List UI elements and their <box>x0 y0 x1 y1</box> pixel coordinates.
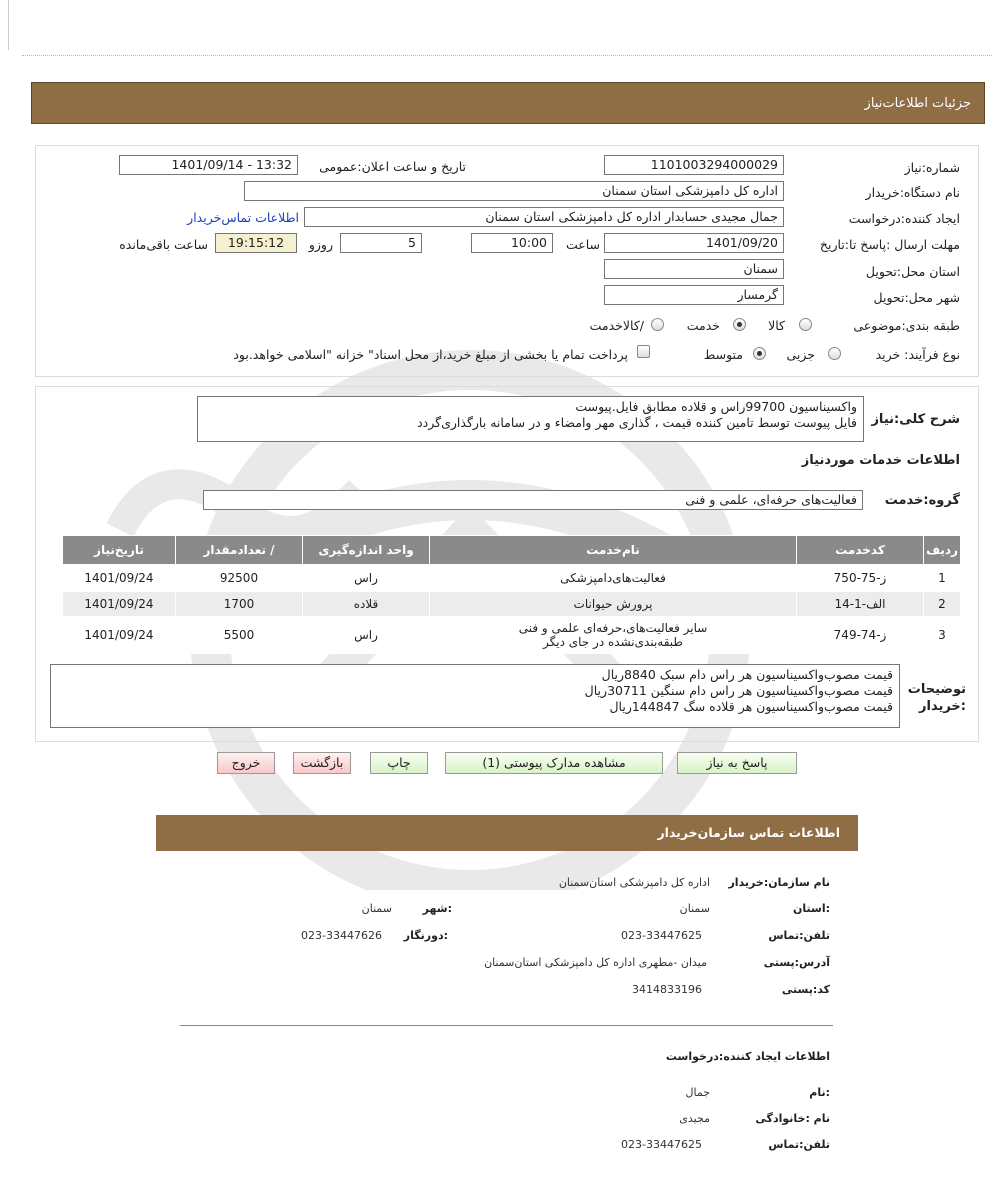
quantity: 1700 <box>176 592 303 617</box>
exit-button[interactable]: خروج <box>217 752 275 774</box>
service-group-label: گروه:خدمت <box>884 493 960 508</box>
category-goods-service-radio[interactable] <box>651 318 664 331</box>
tab-need-info[interactable]: اطلاعات‌نیاز <box>864 96 928 111</box>
table-row <box>63 617 961 654</box>
announce-date-label: تاریخ و ساعت اعلان:عمومی <box>319 159 466 174</box>
service-name-line-2: طبقه‌بندی‌نشده در جای دیگر <box>543 635 683 649</box>
buyer-org-label: نام دستگاه:خریدار <box>865 185 960 200</box>
category-goods-service-label: /کالاخدمت <box>589 318 644 333</box>
remaining-time-label: ساعت باقی‌مانده <box>119 237 208 252</box>
service-name: پرورش حیوانات <box>430 592 797 617</box>
buyer-contact-title: اطلاعات تماس سازمان‌خریدار <box>657 825 840 840</box>
province-value: سمنان <box>679 902 710 915</box>
treasury-payment-note: پرداخت تمام یا بخشی از مبلغ خرید،از محل اسناد" خزانه "اسلامی خواهد.بود <box>233 347 628 362</box>
col-qty-header: / تعدادمقدار <box>176 536 303 565</box>
need-date: 1401/09/24 <box>63 592 176 617</box>
requester-info-title: اطلاعات ایجاد کننده:درخواست <box>665 1050 830 1063</box>
requester-phone-value: 023-33447625 <box>621 1138 702 1151</box>
col-name-header: نام‌خدمت <box>430 536 797 565</box>
top-dotted-divider <box>22 55 992 56</box>
category-service-radio[interactable] <box>733 318 746 331</box>
phone-value: 023-33447625 <box>621 929 702 942</box>
buyer-notes-label-2: :خریدار <box>919 699 966 714</box>
province-label: :استان <box>793 902 830 915</box>
summary-label: شرح کلی:نیاز <box>871 412 960 427</box>
need-date: 1401/09/24 <box>63 617 176 654</box>
deadline-time-field: 10:00 <box>471 233 553 253</box>
print-button[interactable]: چاپ <box>370 752 428 774</box>
requester-family-label: نام :خانوادگی <box>755 1112 830 1125</box>
buyer-notes-textarea <box>50 664 900 728</box>
category-label: طبقه بندی:موضوعی <box>853 318 960 333</box>
requester-family-value: مجیدی <box>679 1112 710 1125</box>
quantity: 5500 <box>176 617 303 654</box>
deadline-label: مهلت ارسال :پاسخ تا:تاریخ <box>819 237 960 252</box>
requester-phone-label: تلفن:تماس <box>768 1138 830 1151</box>
org-name-label: نام سازمان:خریدار <box>728 876 830 889</box>
summary-line-1: واکسیناسیون 99700راس و قلاده مطابق فایل.پیوست <box>575 399 857 414</box>
deadline-hour-label: ساعت <box>565 237 600 252</box>
process-type-label: نوع فرآیند: خرید <box>875 347 960 362</box>
process-partial-label: جزیی <box>786 347 815 362</box>
quantity: 92500 <box>176 565 303 592</box>
page-header-bar <box>31 82 985 124</box>
org-name-value: اداره کل دامپزشکی استان‌سمنان <box>558 876 710 889</box>
row-index: 1 <box>924 565 961 592</box>
col-unit-header: واحد اندازه‌گیری <box>303 536 430 565</box>
fax-value: 023-33447626 <box>301 929 382 942</box>
address-label: آدرس:پستی <box>763 956 830 969</box>
postal-code-value: 3414833196 <box>632 983 702 996</box>
requester-label: ایجاد کننده:درخواست <box>848 211 960 226</box>
category-goods-label: کالا <box>768 318 785 333</box>
process-medium-radio[interactable] <box>753 347 766 360</box>
city-value: سمنان <box>361 902 392 915</box>
delivery-province-label: استان محل:تحویل <box>865 264 960 279</box>
category-goods-radio[interactable] <box>799 318 812 331</box>
row-index: 2 <box>924 592 961 617</box>
tab-details[interactable]: جزئیات <box>932 96 971 111</box>
need-date: 1401/09/24 <box>63 565 176 592</box>
treasury-payment-checkbox[interactable] <box>637 345 650 358</box>
requester-field: جمال مجیدی حسابدار اداره کل دامپزشکی استان سمنان <box>304 207 784 227</box>
fax-label: :دورنگار <box>403 929 448 942</box>
buyer-notes-label-1: توضیحات <box>907 682 966 697</box>
days-label: روزو <box>308 237 333 252</box>
summary-textarea <box>197 396 864 442</box>
service-group-field: فعالیت‌های حرفه‌ای، علمی و فنی <box>203 490 863 510</box>
category-service-label: خدمت <box>686 318 720 333</box>
table-row <box>63 565 961 592</box>
service-code: ز-75-750 <box>797 565 924 592</box>
services-section-title: اطلاعات خدمات موردنیاز <box>801 453 960 468</box>
reply-to-need-button[interactable]: پاسخ به نیاز <box>677 752 797 774</box>
delivery-city-label: شهر محل:تحویل <box>873 290 960 305</box>
row-index: 3 <box>924 617 961 654</box>
table-header-row <box>63 536 961 565</box>
buyer-note-line-1: قیمت مصوب‌واکسیناسیون هر راس دام سبک 8840ریال <box>601 667 893 682</box>
unit: قلاده <box>303 592 430 617</box>
col-code-header: کدخدمت <box>797 536 924 565</box>
service-name: فعالیت‌های‌دامپزشکی <box>430 565 797 592</box>
contact-divider <box>180 1025 833 1026</box>
service-code: الف-1-14 <box>797 592 924 617</box>
back-button[interactable]: بازگشت <box>293 752 351 774</box>
service-code: ز-74-749 <box>797 617 924 654</box>
address-value: میدان -مطهری اداره کل دامپزشکی استان‌سمنان <box>484 956 707 969</box>
buyer-contact-link[interactable]: اطلاعات تماس‌خریدار <box>187 210 299 225</box>
buyer-org-field: اداره کل دامپزشکی استان سمنان <box>244 181 784 201</box>
buyer-note-line-2: قیمت مصوب‌واکسیناسیون هر راس دام سنگین 30711ریال <box>584 683 893 698</box>
requester-name-value: جمال <box>685 1086 710 1099</box>
service-name: سایر فعالیت‌های،حرفه‌ای علمی و فنی <box>518 621 708 635</box>
service-name-cell <box>430 617 797 654</box>
buyer-note-line-3: قیمت مصوب‌واکسیناسیون هر قلاده سگ 144847ریال <box>609 699 893 714</box>
unit: راس <box>303 617 430 654</box>
table-row <box>63 592 961 617</box>
remaining-time-field: 19:15:12 <box>215 233 297 253</box>
days-field: 5 <box>340 233 422 253</box>
deadline-date-field: 1401/09/20 <box>604 233 784 253</box>
summary-line-2: فایل پیوست توسط تامین کننده قیمت ، گذاری مهر وامضاء و در سامانه بارگذاری‌گردد <box>417 415 857 430</box>
delivery-city-field: گرمسار <box>604 285 784 305</box>
city-label: :شهر <box>422 902 452 915</box>
process-partial-radio[interactable] <box>828 347 841 360</box>
unit: راس <box>303 565 430 592</box>
need-number-label: شماره:نیاز <box>904 160 960 175</box>
process-medium-label: متوسط <box>703 347 743 362</box>
buyer-contact-header <box>156 815 858 851</box>
requester-name-label: :نام <box>809 1086 830 1099</box>
delivery-province-field: سمنان <box>604 259 784 279</box>
need-info-panel <box>35 145 979 377</box>
services-table <box>62 535 961 654</box>
left-border-line <box>8 0 9 50</box>
col-row-header: ردیف <box>924 536 961 565</box>
postal-code-label: کد:پستی <box>781 983 830 996</box>
announce-date-field: 1401/09/14 - 13:32 <box>119 155 298 175</box>
phone-label: تلفن:تماس <box>768 929 830 942</box>
need-number-field: 1101003294000029 <box>604 155 784 175</box>
col-date-header: تاریخ‌نیاز <box>63 536 176 565</box>
view-attachments-button[interactable]: مشاهده مدارک پیوستی (1) <box>445 752 663 774</box>
